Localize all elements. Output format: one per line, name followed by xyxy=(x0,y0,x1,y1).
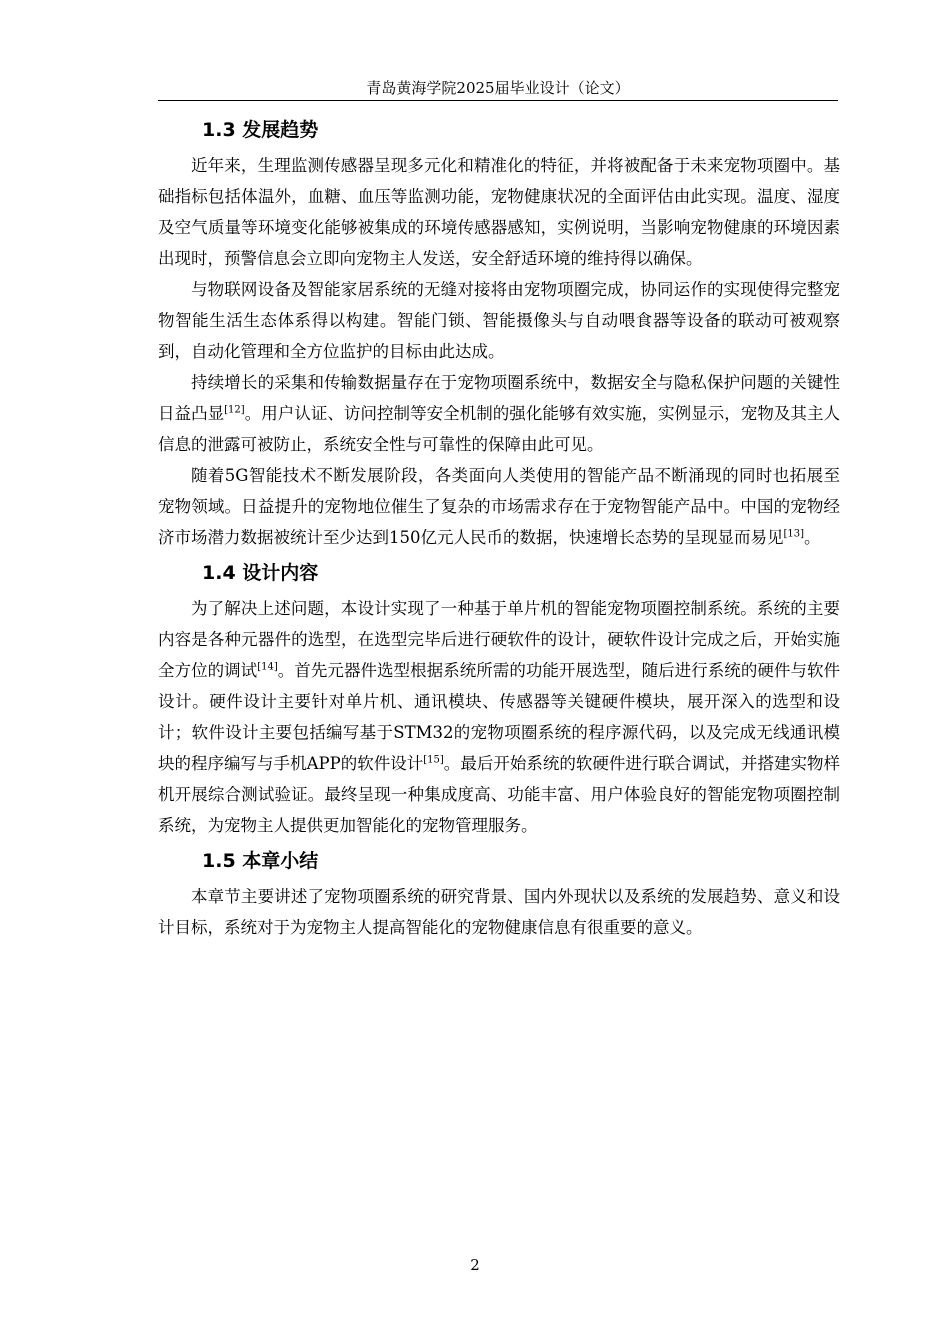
section-heading-1-4: 1.4 设计内容 xyxy=(202,562,319,584)
section-heading-1-5: 1.5 本章小结 xyxy=(202,850,319,872)
header-rule xyxy=(158,100,838,101)
citation: [13] xyxy=(783,528,805,540)
section-heading-1-3: 1.3 发展趋势 xyxy=(202,119,319,141)
citation: [12] xyxy=(224,404,245,416)
citation: [14] xyxy=(257,661,278,673)
citation: [15] xyxy=(423,754,444,766)
paragraph: 与物联网设备及智能家居系统的无缝对接将由宠物项圈完成，协同运作的实现使得完整宠物智能生活生态体系得以构建。智能门锁、智能摄像头与自动喂食器等设备的联动可被观察到，自动化管理和全方位监护的目标由此达成。 xyxy=(158,280,840,361)
paragraph: 为了解决上述问题，本设计实现了一种基于单片机的智能宠物项圈控制系统。系统的主要内容是各种元器件的选型，在选型完毕后进行硬软件的设计，硬软件设计完成之后，开始实施全方位的调试[14]。首先元器件选型根据系统所需的功能开展选型，随后进行系统的硬件与软件设计。硬件设计主要针对单片机、通讯模块、传感器等关键硬件模块，展开深入的选型和设计；软件设计主要包括编写基于STM32的宠物项圈系统的程序源代码，以及完成无线通讯模块的程序编写与手机APP的软件设计[15]。最后开始系统的软硬件进行联合调试，并搭建实物样机开展综合测试验证。最终呈现一种集成度高、功能丰富、用户体验良好的智能宠物项圈控制系统，为宠物主人提供更加智能化的宠物管理服务。 xyxy=(158,599,841,835)
paragraph: 持续增长的采集和传输数据量存在于宠物项圈系统中，数据安全与隐私保护问题的关键性日益凸显[12]。用户认证、访问控制等安全机制的强化能够有效实施，实例显示，宠物及其主人信息的泄露可被防止，系统安全性与可靠性的保障由此可见。 xyxy=(158,373,841,454)
paragraph: 近年来，生理监测传感器呈现多元化和精准化的特征，并将被配备于未来宠物项圈中。基础指标包括体温外，血糖、血压等监测功能，宠物健康状况的全面评估由此实现。温度、湿度及空气质量等环境变化能够被集成的环境传感器感知，实例说明，当影响宠物健康的环境因素出现时，预警信息会立即向宠物主人发送，安全舒适环境的维持得以确保。 xyxy=(158,156,840,268)
paragraph: 随着5G智能技术不断发展阶段，各类面向人类使用的智能产品不断涌现的同时也拓展至宠物领域。日益提升的宠物地位催生了复杂的市场需求存在于宠物智能产品中。中国的宠物经济市场潜力数据被统计至少达到150亿元人民币的数据，快速增长态势的呈现显而易见[13]。 xyxy=(158,466,840,547)
page-header: 青岛黄海学院2025届毕业设计（论文） xyxy=(366,79,630,97)
page-number: 2 xyxy=(470,1256,480,1274)
page-body xyxy=(158,110,840,943)
paragraph: 本章节主要讲述了宠物项圈系统的研究背景、国内外现状以及系统的发展趋势、意义和设计目标，系统对于为宠物主人提高智能化的宠物健康信息有很重要的意义。 xyxy=(158,887,840,937)
